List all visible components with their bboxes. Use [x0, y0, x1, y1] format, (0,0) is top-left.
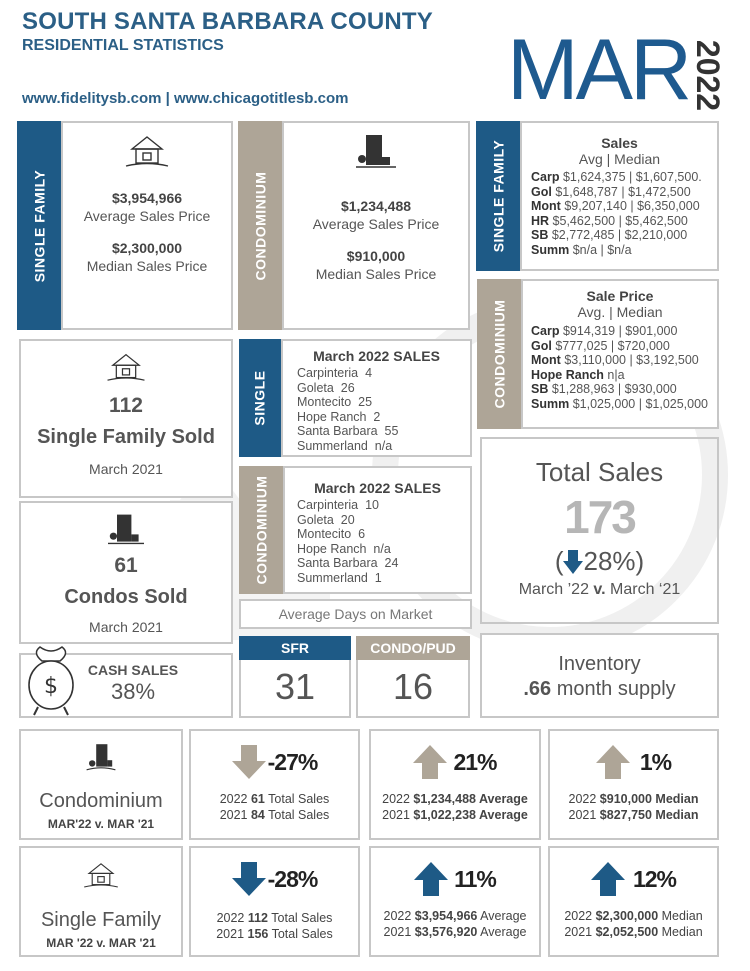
- dom-condo-box: [356, 660, 470, 718]
- condo-row-sub: MAR'22 v. MAR '21: [47, 817, 155, 831]
- sf-median-pct: 12%: [632, 865, 677, 892]
- condo-row-title: Condominium: [39, 790, 163, 812]
- condo-area-title: March 2022 SALES: [314, 480, 441, 496]
- condo-average-card: 21% 2022 $1,234,488 Average 2021 $1,022,238 Average: [369, 729, 541, 840]
- list-item: Summerland n/a: [297, 438, 393, 453]
- report-subtitle: RESIDENTIAL STATISTICS: [22, 37, 224, 54]
- list-item: Santa Barbara 24: [297, 556, 399, 570]
- sf-sales-list-rows: [531, 170, 717, 257]
- sf-row-sub: MAR '22 v. MAR '21: [46, 936, 156, 950]
- list-item: Hope Ranch n|a: [531, 367, 625, 382]
- list-item: Montecito 6: [297, 527, 366, 541]
- list-item: Summ $n/a | $n/a: [531, 242, 632, 257]
- house-icon: [81, 860, 121, 890]
- list-item: Summerland 1: [297, 570, 382, 585]
- total-sales-change: ( 28%): [554, 546, 645, 576]
- report-title: SOUTH SANTA BARBARA COUNTY: [22, 8, 433, 35]
- inventory-card: [480, 633, 719, 718]
- list-item: Montecito 25: [297, 395, 373, 409]
- arrow-up-icon: [591, 862, 625, 896]
- condo-price-card: [282, 121, 470, 330]
- sf-sales-list-card: [520, 121, 719, 271]
- condo-sold-card: [19, 501, 233, 644]
- list-item: Gol $777,025 | $720,000: [531, 338, 670, 353]
- list-item: Goleta 26: [297, 380, 355, 395]
- condo-sold-label: Condos Sold: [64, 586, 188, 608]
- sf-avg-price: $3,954,966: [111, 190, 183, 206]
- sf-total-sales-pct: -28%: [267, 865, 318, 892]
- condo-avg-price: $1,234,488: [340, 198, 412, 214]
- condo-price-bar: CONDOMINIUM: [238, 121, 282, 330]
- condo-median-pct: 1%: [639, 748, 672, 775]
- sf-median-card: 12% 2022 $2,300,000 Median 2021 $2,052,500 Median: [548, 846, 719, 957]
- list-item: Carp $1,624,375 | $1,607,500.: [531, 170, 702, 184]
- cash-sales-value: 38%: [110, 679, 156, 704]
- arrow-down-icon: [232, 745, 266, 779]
- sf-avg-label: Average Sales Price: [83, 208, 211, 224]
- sf-average-pct: 11%: [454, 865, 496, 892]
- dom-sfr-header: SFR: [239, 636, 351, 660]
- cash-sales-text: [78, 662, 188, 705]
- arrow-down-icon: [232, 862, 266, 896]
- sf-sold-card: [19, 339, 233, 498]
- total-sales-title: Total Sales: [535, 457, 664, 487]
- condo-row-label-card: [19, 729, 183, 840]
- sf-price-card: [61, 121, 233, 330]
- list-item: Carpinteria 10: [297, 498, 379, 512]
- single-area-bar: SINGLE: [239, 339, 281, 457]
- list-item: Carpinteria 4: [297, 366, 373, 380]
- list-item: Summ $1,025,000 | $1,025,000: [531, 396, 709, 411]
- dom-title: Average Days on Market: [278, 606, 433, 622]
- condo-sales-list-rows: [531, 324, 717, 411]
- total-sales-compare: March ’22 v. March ‘21: [518, 581, 681, 598]
- list-item: Gol $1,648,787 | $1,472,500: [531, 184, 691, 199]
- condo-sales-list-title: Sale Price: [586, 288, 654, 304]
- sf-row-title: Single Family: [40, 909, 162, 931]
- condo-total-sales-card: -27% 2022 61 Total Sales 2021 84 Total Sales: [189, 729, 360, 840]
- building-icon: [81, 741, 121, 773]
- arrow-up-icon: [596, 745, 630, 779]
- condo-median-card: 1% 2022 $910,000 Median 2021 $827,750 Median: [548, 729, 719, 840]
- condo-area-rows: [297, 498, 470, 585]
- list-item: Goleta 20: [297, 512, 355, 527]
- arrow-up-icon: [414, 862, 448, 896]
- single-area-title: March 2022 SALES: [313, 348, 440, 364]
- sf-price-bar: SINGLE FAMILY: [17, 121, 61, 330]
- single-area-card: [281, 339, 472, 457]
- sf-sales-list-title: Sales: [601, 135, 638, 151]
- sf-sales-list-bar: SINGLE FAMILY: [476, 121, 520, 271]
- house-icon: [122, 133, 172, 169]
- single-area-rows: [297, 366, 470, 453]
- sf-sold-period: March 2021: [89, 461, 163, 477]
- arrow-up-icon: [413, 745, 447, 779]
- year-label: 2022: [690, 39, 727, 111]
- list-item: SB $1,288,963 | $930,000: [531, 382, 677, 396]
- list-item: Hope Ranch n/a: [297, 541, 391, 556]
- sf-median-price: $2,300,000: [111, 240, 183, 256]
- sf-row-label-card: [19, 846, 183, 957]
- list-item: HR $5,462,500 | $5,462,500: [531, 213, 688, 228]
- condo-median-price: $910,000: [346, 248, 406, 264]
- inventory-value: .66 month supply: [523, 678, 676, 700]
- list-item: Hope Ranch 2: [297, 409, 381, 424]
- total-sales-card: [480, 437, 719, 624]
- sf-sold-count: 112: [109, 394, 143, 417]
- money-bag-icon: [22, 643, 80, 717]
- sf-average-card: 11% 2022 $3,954,966 Average 2021 $3,576,920 Average: [369, 846, 541, 957]
- condo-sold-count: 61: [114, 554, 138, 577]
- dom-sfr-value: 31: [274, 666, 316, 707]
- sf-sold-label: Single Family Sold: [37, 426, 215, 448]
- list-item: SB $2,772,485 | $2,210,000: [531, 228, 688, 242]
- list-item: Mont $3,110,000 | $3,192,500: [531, 353, 699, 367]
- condo-area-bar: CONDOMINIUM: [239, 466, 283, 594]
- condo-avg-label: Average Sales Price: [312, 216, 440, 232]
- sf-median-label: Median Sales Price: [86, 258, 208, 274]
- list-item: Santa Barbara 55: [297, 424, 399, 438]
- dom-sfr-box: [239, 660, 351, 718]
- house-icon: [104, 351, 148, 383]
- cash-sales-label: CASH SALES: [87, 662, 179, 678]
- condo-sales-list-bar: CONDOMINIUM: [477, 279, 521, 429]
- condo-sales-list-subtitle: Avg. | Median: [577, 304, 663, 320]
- dom-title-box: [239, 599, 472, 629]
- building-icon: [108, 511, 144, 547]
- svg-text:$: $: [44, 674, 58, 699]
- condo-area-card: [283, 466, 472, 594]
- list-item: Mont $9,207,140 | $6,350,000: [531, 199, 700, 213]
- condo-median-label: Median Sales Price: [315, 266, 437, 282]
- list-item: Carp $914,319 | $901,000: [531, 324, 678, 338]
- condo-total-sales-pct: -27%: [267, 748, 318, 775]
- sf-total-sales-card: -28% 2022 112 Total Sales 2021 156 Total Sales: [189, 846, 360, 957]
- arrow-down-icon: [563, 550, 583, 574]
- dom-condo-header: CONDO/PUD: [356, 636, 470, 660]
- month-label: MAR: [507, 22, 690, 118]
- dom-condo-value: 16: [392, 666, 434, 707]
- condo-sales-list-card: [521, 279, 719, 429]
- sf-sales-list-subtitle: Avg | Median: [578, 151, 661, 167]
- total-sales-value: 173: [564, 491, 635, 543]
- condo-average-pct: 21%: [453, 748, 497, 775]
- inventory-title: Inventory: [558, 653, 641, 675]
- building-icon: [356, 131, 396, 171]
- condo-sold-period: March 2021: [89, 619, 163, 635]
- websites[interactable]: www.fidelitysb.com | www.chicagotitlesb.com: [22, 90, 349, 107]
